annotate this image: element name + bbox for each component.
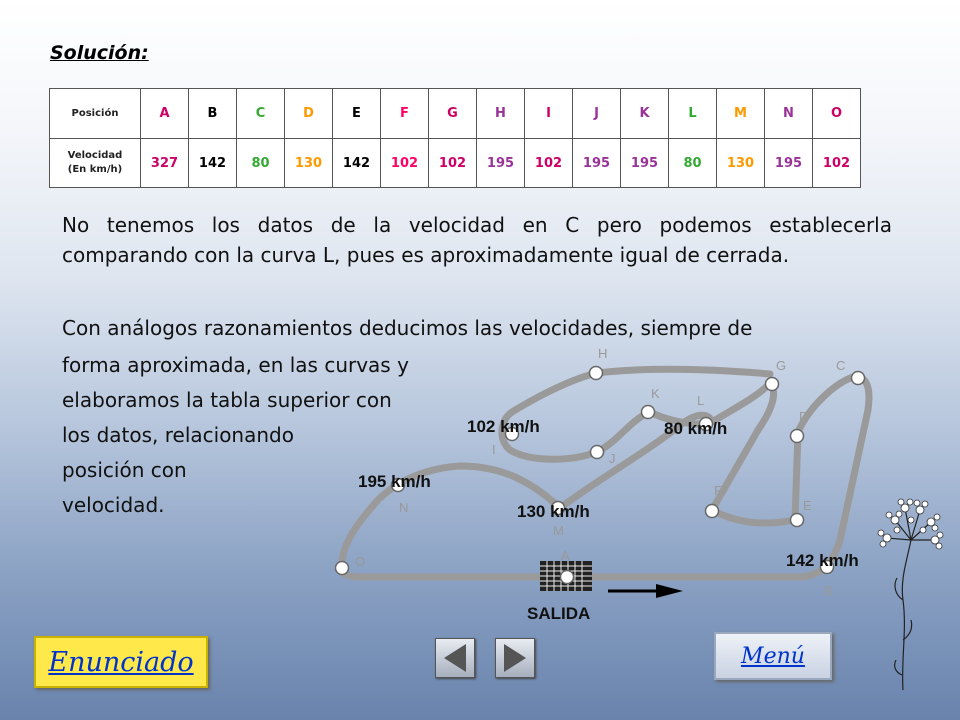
speed-cell: 195 <box>477 139 525 188</box>
speed-row <box>50 139 861 188</box>
point-o <box>336 562 349 575</box>
position-cell: A <box>141 89 189 139</box>
speed-label-102: 102 km/h <box>467 417 540 436</box>
position-cell: J <box>573 89 621 139</box>
label-h: H <box>598 346 608 361</box>
paragraph-1: No tenemos los datos de la velocidad en C pero podemos establecerla comparando con la curva L, pues es aproximadamente igual de cerrada. <box>62 213 892 267</box>
paragraph-3-line: elaboramos la tabla superior con <box>62 388 392 412</box>
label-e: E <box>803 498 812 513</box>
solution-title: Solución: <box>50 42 149 64</box>
point-d <box>791 430 804 443</box>
prev-button[interactable] <box>435 638 475 678</box>
direction-arrow-icon <box>608 584 683 598</box>
paragraph-2: Con análogos razonamientos deducimos las velocidades, siempre de <box>62 316 753 340</box>
position-cell: L <box>669 89 717 139</box>
label-a: A <box>561 548 570 563</box>
speed-label-195: 195 km/h <box>358 472 431 491</box>
point-k <box>642 406 655 419</box>
position-header: Posición <box>50 89 141 139</box>
position-cell: N <box>765 89 813 139</box>
speed-table <box>49 88 861 188</box>
position-cell: H <box>477 89 525 139</box>
label-k: K <box>651 386 660 401</box>
label-c: C <box>836 358 846 373</box>
speed-cell: 195 <box>621 139 669 188</box>
label-f: F <box>714 483 722 498</box>
label-j: J <box>609 451 616 466</box>
position-cell: O <box>813 89 861 139</box>
point-e <box>791 514 804 527</box>
position-cell: D <box>285 89 333 139</box>
speed-cell: 102 <box>429 139 477 188</box>
speed-label-80: 80 km/h <box>664 419 728 438</box>
point-g <box>766 378 779 391</box>
position-row <box>50 89 861 139</box>
start-label: SALIDA <box>527 604 591 623</box>
speed-cell: 102 <box>813 139 861 188</box>
label-b: B <box>824 583 833 598</box>
speed-cell: 130 <box>717 139 765 188</box>
point-h <box>590 367 603 380</box>
speed-cell: 327 <box>141 139 189 188</box>
label-n: N <box>399 500 409 515</box>
speed-cell: 195 <box>765 139 813 188</box>
position-cell: B <box>189 89 237 139</box>
paragraph-3-line: posición con <box>62 458 187 482</box>
speed-cell: 195 <box>573 139 621 188</box>
triangle-right-icon <box>496 639 534 677</box>
speed-cell: 142 <box>333 139 381 188</box>
point-f <box>706 505 719 518</box>
point-c <box>852 372 865 385</box>
position-cell: E <box>333 89 381 139</box>
enunciado-button[interactable]: Enunciado <box>34 636 208 688</box>
speed-label-142: 142 km/h <box>786 551 859 570</box>
flower-decoration <box>865 490 945 700</box>
next-button[interactable] <box>495 638 535 678</box>
position-cell: I <box>525 89 573 139</box>
label-d: D <box>799 409 809 424</box>
position-cell: K <box>621 89 669 139</box>
point-j <box>591 446 604 459</box>
label-l: L <box>697 393 705 408</box>
triangle-left-icon <box>436 639 474 677</box>
speed-cell: 130 <box>285 139 333 188</box>
speed-label-130: 130 km/h <box>517 502 590 521</box>
paragraph-3-line: forma aproximada, en las curvas y <box>62 353 409 377</box>
speed-header-line1: Velocidad <box>67 150 123 161</box>
label-o: O <box>355 554 366 569</box>
paragraph-3-line: los datos, relacionando <box>62 423 294 447</box>
speed-cell: 80 <box>237 139 285 188</box>
circuit-diagram <box>320 340 900 640</box>
position-cell: G <box>429 89 477 139</box>
label-g: G <box>776 358 787 373</box>
label-m: M <box>553 523 564 538</box>
start-grid <box>540 561 592 591</box>
speed-cell: 142 <box>189 139 237 188</box>
menu-button[interactable]: Menú <box>714 632 832 680</box>
position-cell: F <box>381 89 429 139</box>
speed-cell: 102 <box>381 139 429 188</box>
position-cell: M <box>717 89 765 139</box>
position-cell: C <box>237 89 285 139</box>
speed-cell: 80 <box>669 139 717 188</box>
speed-header <box>50 139 141 188</box>
paragraph-3-line: velocidad. <box>62 493 165 517</box>
label-i: I <box>492 442 496 457</box>
speed-cell: 102 <box>525 139 573 188</box>
speed-header-line2: (En km/h) <box>67 164 123 175</box>
